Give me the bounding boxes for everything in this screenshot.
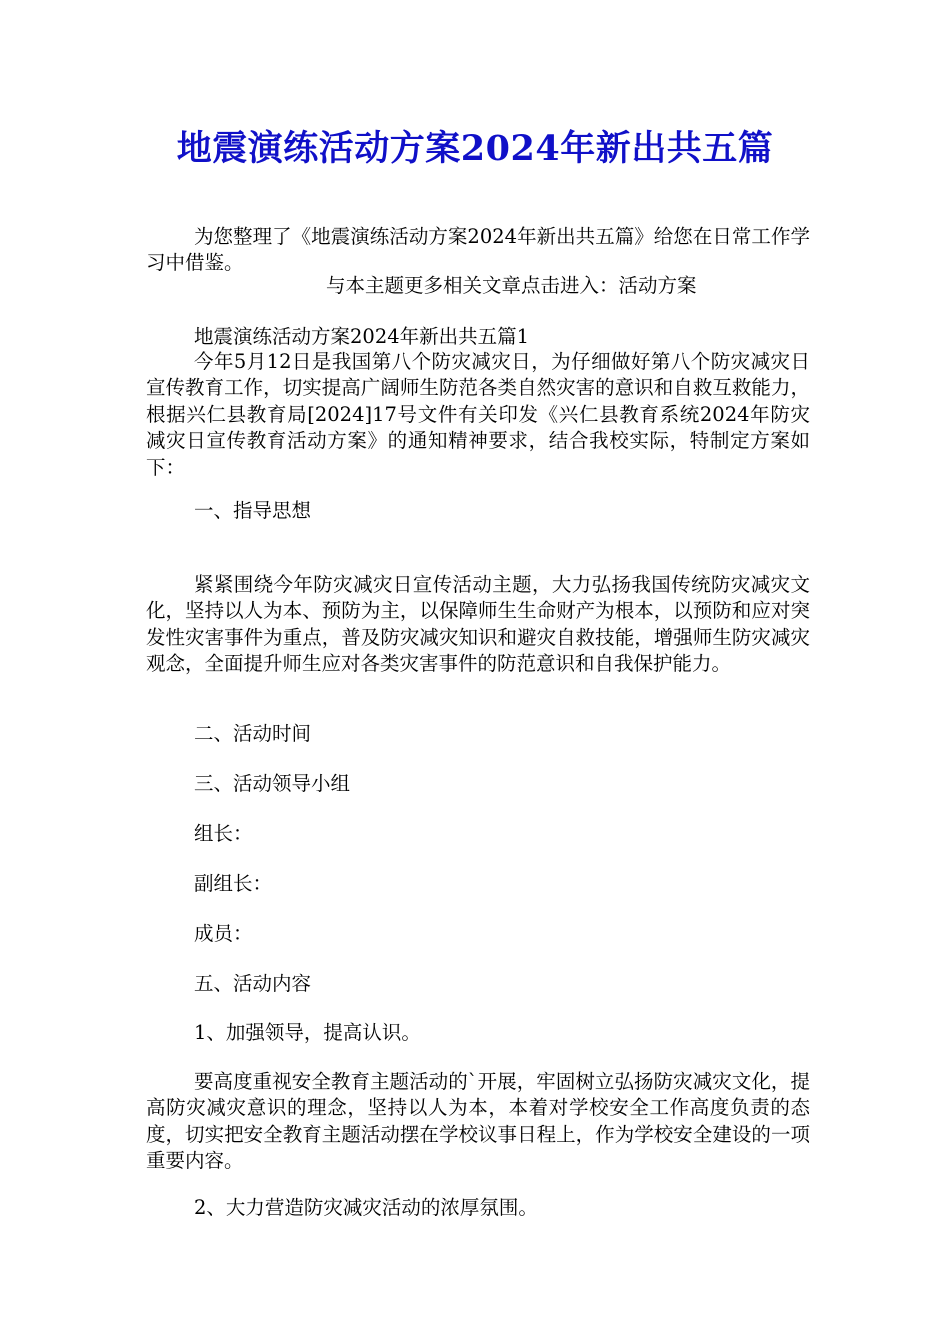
intro-paragraph: 为您整理了《地震演练活动方案2024年新出共五篇》给您在日常工作学习中借鉴。 (146, 225, 810, 275)
members-label: 成员： (194, 922, 253, 945)
item-strengthen-leadership: 1、加强领导，提高认识。 (194, 1021, 421, 1044)
vice-leader-label: 副组长： (194, 872, 273, 895)
item-create-atmosphere: 2、大力营造防灾减灾活动的浓厚氛围。 (194, 1196, 538, 1219)
related-articles-link[interactable]: 活动方案 (618, 274, 697, 297)
heading-guiding-ideology: 一、指导思想 (194, 499, 312, 522)
leader-label: 组长： (194, 822, 253, 845)
paragraph-guiding-ideology: 紧紧围绕今年防灾减灾日宣传活动主题，大力弘扬我国传统防灾减灾文化，坚持以人为本、预防为主，以保障师生生命财产为根本，以预防和应对突发性灾害事件为重点，普及防灾减灾知识和避灾自救技能，增强师生防灾减灾观念，全面提升师生应对各类灾害事件的防范意识和自我保护能力。 (146, 573, 810, 676)
heading-activity-time: 二、活动时间 (194, 722, 312, 745)
document-title: 地震演练活动方案2024年新出共五篇 (176, 128, 774, 169)
paragraph-intro-plan: 今年5月12日是我国第八个防灾减灾日，为仔细做好第八个防灾减灾日宣传教育工作，切实提高广阔师生防范各类自然灾害的意识和自救互救能力，根据兴仁县教育局[2024]17号文件有关印发《兴仁县教育系统2024年防灾减灾日宣传教育活动方案》的通知精神要求，结合我校实际，特制定方案如下： (146, 350, 810, 479)
section-title: 地震演练活动方案2024年新出共五篇1 (194, 325, 530, 348)
paragraph-safety-education: 要高度重视安全教育主题活动的`开展，牢固树立弘扬防灾减灾文化，提高防灾减灾意识的理念，坚持以人为本，本着对学校安全工作高度负责的态度，切实把安全教育主题活动摆在学校议事日程上，作为学校安全建设的一项重要内容。 (146, 1070, 810, 1173)
related-articles-line (326, 273, 697, 299)
heading-leadership-group: 三、活动领导小组 (194, 772, 351, 795)
related-articles-prefix: 与本主题更多相关文章点击进入： (326, 274, 619, 297)
heading-activity-content: 五、活动内容 (194, 972, 312, 995)
